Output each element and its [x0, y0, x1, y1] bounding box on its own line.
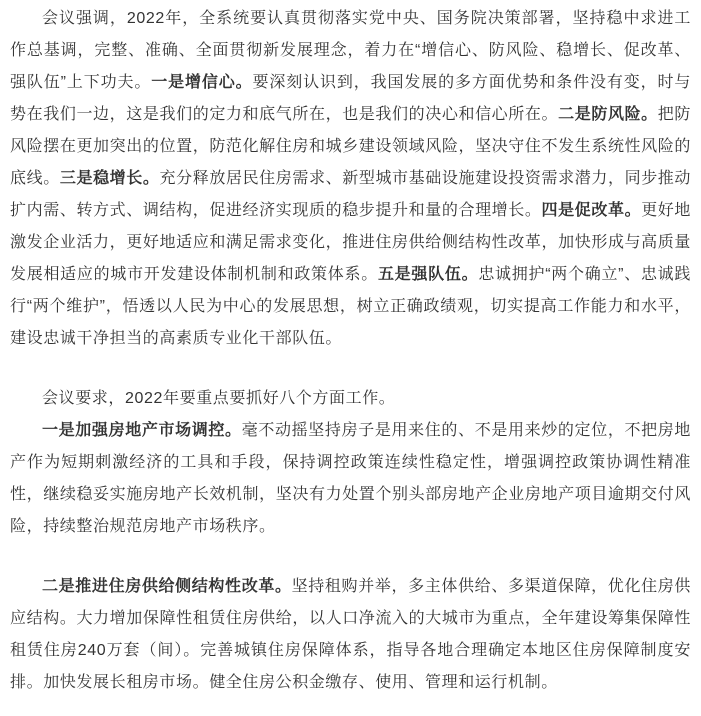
bold-text-run: 一是加强房地产市场调控。 — [42, 422, 242, 439]
paragraph-meeting-emphasis — [10, 3, 691, 355]
text-run: 忠诚拥护“两个确立”、忠诚践行“两个维护”，悟透以人民为中心的发展思想，树立正确政绩观，切实提高工作能力和水平，建设忠诚干净担当的高素质专业化干部队伍。 — [10, 266, 691, 347]
text-run: 会议强调，2022年，全系统要认真贯彻落实党中央、国务院决策部署，坚持稳中求进工作总基调，完整、准确、全面贯彻新发展理念，着力在“增信心、防风险、稳增长、促改革、强队伍”上下功夫。 — [10, 10, 691, 91]
text-run: 会议要求，2022年要重点要抓好八个方面工作。 — [42, 390, 396, 407]
bold-text-run: 二是推进住房供给侧结构性改革。 — [42, 578, 292, 595]
bold-text-run: 二是防风险。 — [558, 106, 658, 123]
text-run: 毫不动摇坚持房子是用来住的、不是用来炒的定位，不把房地产作为短期刺激经济的工具和手段，保持调控政策连续性稳定性，增强调控政策协调性精准性，继续稳妥实施房地产长效机制，坚决有力处置个别头部房地产企业房地产项目逾期交付风险，持续整治规范房地产市场秩序。 — [10, 422, 692, 535]
bold-text-run: 四是促改革。 — [541, 202, 642, 219]
paragraph-task-1-real-estate-regulation — [10, 415, 691, 543]
text-run: 把防风险摆在更加突出的位置，防范化解住房和城乡建设领域风险，坚决守住不发生系统性风险的底线。 — [10, 106, 692, 187]
paragraph-task-2-housing-supply-reform — [10, 571, 691, 699]
text-run: 更好地激发企业活力，更好地适应和满足需求变化，推进住房供给侧结构性改革，加快形成与高质量发展相适应的城市开发建设体制机制和政策体系。 — [10, 202, 692, 283]
text-run: 坚持租购并举，多主体供给、多渠道保障，优化住房供应结构。大力增加保障性租赁住房供给，以人口净流入的大城市为重点，全年建设筹集保障性租赁住房240万套（间）。完善城镇住房保障体系，指导各地合理确定本地区住房保障制度安排。加快发展长租房市场。健全住房公积金缴存、使用、管理和运行机制。 — [10, 578, 691, 691]
text-run: 要深刻认识到，我国发展的多方面优势和条件没有变，时与势在我们一边，这是我们的定力和底气所在，也是我们的决心和信心所在。 — [10, 74, 691, 123]
bold-text-run: 三是稳增长。 — [59, 170, 160, 187]
bold-text-run: 一是增信心。 — [151, 74, 253, 91]
text-run: 充分释放居民住房需求、新型城市基础设施建设投资需求潜力，同步推动扩内需、转方式、调结构，促进经济实现质的稳步提升和量的合理增长。 — [10, 170, 692, 219]
paragraph-meeting-requirements — [10, 383, 691, 415]
bold-text-run: 五是强队伍。 — [377, 266, 479, 283]
